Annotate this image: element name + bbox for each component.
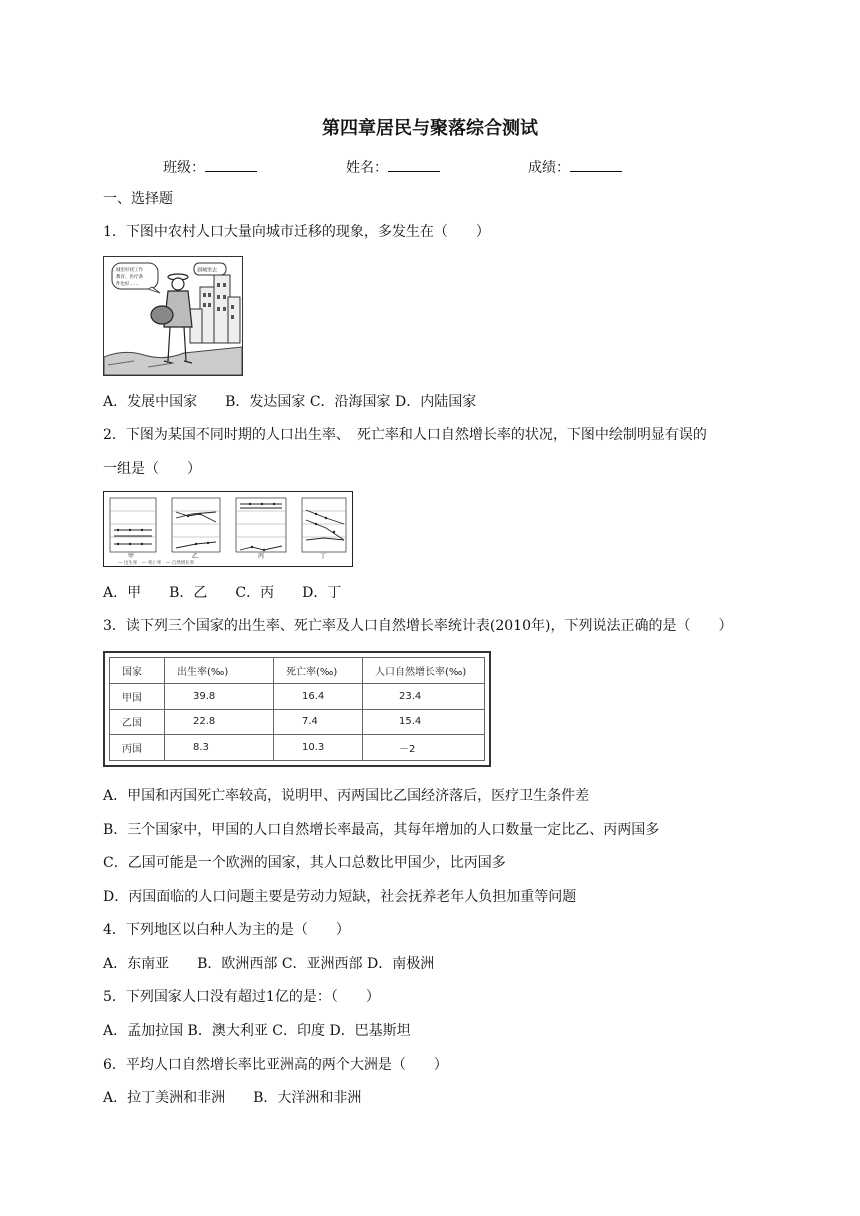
page-title: 第四章居民与聚落综合测试: [322, 118, 538, 139]
table-cell: 乙国: [110, 709, 165, 735]
class-blank: [205, 157, 257, 172]
table-header-cell: 死亡率(‰): [274, 658, 363, 684]
name-label: 姓名：: [346, 160, 388, 176]
q2-figure: [103, 491, 353, 567]
table-header-cell: 出生率(‰): [165, 658, 274, 684]
svg-text:到城里去: 到城里去: [197, 267, 218, 274]
q3-stats-table: [109, 657, 485, 761]
svg-text:城里好找工作: 城里好找工作: [116, 268, 143, 273]
score-blank: [570, 157, 622, 172]
svg-text:教育、医疗条: 教育、医疗条: [116, 275, 143, 280]
q1-options: A．发展中国家 B．发达国家 C．沿海国家 D．内陆国家: [103, 394, 477, 410]
name-blank: [388, 157, 440, 172]
table-cell: －2: [363, 735, 485, 761]
q1-cartoon: [103, 256, 243, 376]
class-field: [163, 157, 257, 178]
name-field: [346, 157, 440, 178]
table-row: [110, 709, 485, 735]
q4-options: A．东南亚 B．欧洲西部 C．亚洲西部 D．南极洲: [103, 956, 435, 972]
table-cell: 7.4: [274, 709, 363, 735]
table-row: [110, 735, 485, 761]
q3-option-c: C．乙国可能是一个欧洲的国家，其人口总数比甲国少，比丙国多: [103, 855, 506, 871]
table-cell: 16.4: [274, 683, 363, 709]
svg-text:件也好……: 件也好……: [116, 282, 139, 287]
table-cell: 15.4: [363, 709, 485, 735]
section-heading: 一、选择题: [103, 191, 173, 207]
q5-options: A．孟加拉国 B．澳大利亚 C．印度 D．巴基斯坦: [103, 1023, 411, 1039]
table-header-cell: 国家: [110, 658, 165, 684]
table-cell: 39.8: [165, 683, 274, 709]
table-cell: 8.3: [165, 735, 274, 761]
score-label: 成绩：: [528, 160, 570, 176]
table-cell: 10.3: [274, 735, 363, 761]
table-cell: 丙国: [110, 735, 165, 761]
migration-cartoon-image: [104, 257, 242, 375]
q2-text-line1: 2．下图为某国不同时期的人口出生率、 死亡率和人口自然增长率的状况，下图中绘制明显有误的: [103, 427, 707, 443]
table-header-cell: 人口自然增长率(‰): [363, 658, 485, 684]
table-cell: 23.4: [363, 683, 485, 709]
q2-options: A．甲 B．乙 C．丙 D．丁: [103, 585, 342, 601]
panel-label-ding: 丁: [320, 553, 327, 560]
panel-label-yi: 乙: [192, 553, 199, 560]
q6-options: A．拉丁美洲和非洲 B．大洋洲和非洲: [103, 1090, 362, 1106]
q3-text: 3．读下列三个国家的出生率、死亡率及人口自然增长率统计表(2010年)，下列说法正确的是（ ）: [103, 618, 733, 634]
q2-legend: — 出生率 — 死亡率 — 自然增长率: [118, 561, 195, 566]
table-cell: 22.8: [165, 709, 274, 735]
q1-text: 1．下图中农村人口大量向城市迁移的现象，多发生在（ ）: [103, 224, 490, 240]
q3-option-a: A．甲国和丙国死亡率较高，说明甲、丙两国比乙国经济落后，医疗卫生条件差: [103, 788, 590, 804]
q5-text: 5．下列国家人口没有超过1亿的是：（ ）: [103, 989, 380, 1005]
q2-text-line2: 一组是（ ）: [103, 461, 201, 477]
q2-line-charts: [104, 492, 352, 566]
class-label: 班级：: [163, 160, 205, 176]
table-header-row: [110, 658, 485, 684]
score-field: [528, 157, 622, 178]
q3-option-d: D．丙国面临的人口问题主要是劳动力短缺，社会抚养老年人负担加重等问题: [103, 889, 577, 905]
q6-text: 6．平均人口自然增长率比亚洲高的两个大洲是（ ）: [103, 1057, 448, 1073]
q3-table-frame: [103, 651, 491, 767]
q4-text: 4．下列地区以白种人为主的是（ ）: [103, 922, 350, 938]
table-cell: 甲国: [110, 683, 165, 709]
table-row: [110, 683, 485, 709]
panel-label-bing: 丙: [258, 553, 265, 560]
panel-label-jia: 甲: [128, 553, 135, 560]
q3-option-b: B．三个国家中，甲国的人口自然增长率最高，其每年增加的人口数量一定比乙、丙两国多: [103, 822, 660, 838]
